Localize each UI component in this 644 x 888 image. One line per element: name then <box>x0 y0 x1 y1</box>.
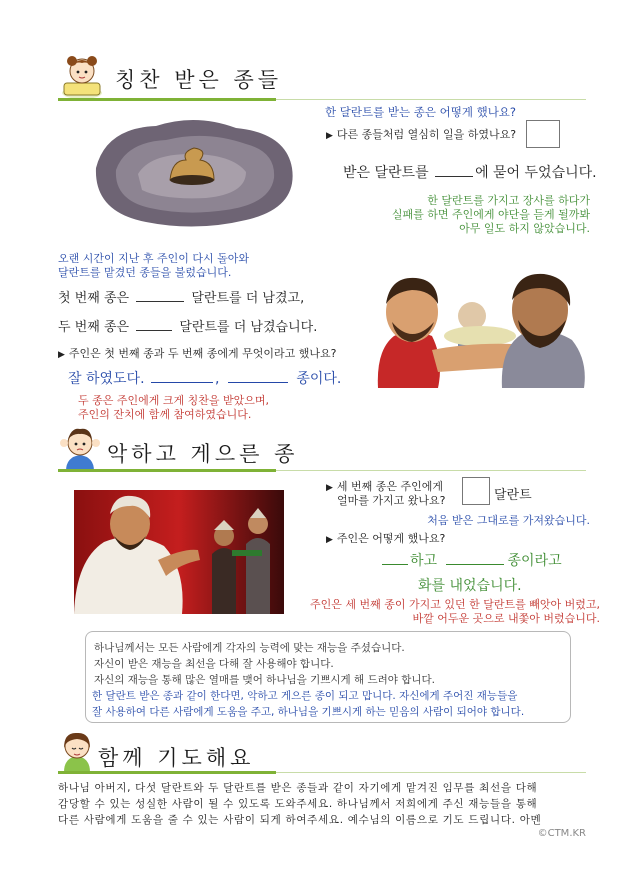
praise-blank-2[interactable] <box>228 382 288 383</box>
fill4-sentence-end: 화를 내었습니다. <box>418 578 522 594</box>
triangle-bullet-icon: ▶ <box>326 483 333 493</box>
ans1-line-1: 한 달란트를 가지고 장사를 하다가 <box>427 194 590 207</box>
line2-blank[interactable] <box>136 330 172 331</box>
triangle-bullet-icon: ▶ <box>58 350 65 360</box>
praise-blank-1[interactable] <box>151 382 213 383</box>
ans1-line-3: 아무 일도 하지 않았습니다. <box>459 222 590 235</box>
triangle-bullet-icon: ▶ <box>326 131 333 141</box>
note-line-1: 하나님께서는 모든 사람에게 각자의 능력에 맞는 재능을 주셨습니다. <box>94 642 405 654</box>
section3-title: 함께 기도해요 <box>98 746 255 770</box>
note-highlight-1: 한 달란트 받은 종과 같이 한다면, 악하고 게으른 종이 되고 맙니다. 자신에게 주어진 재능들을 <box>92 690 518 702</box>
boy-thinking-mascot <box>58 425 102 471</box>
line1-sentence: 첫 번째 종은 달란트를 더 남겼고, <box>58 291 305 306</box>
story-line-1: 오랜 시간이 지난 후 주인이 다시 돌아와 <box>58 252 249 265</box>
fill4-blank-1[interactable] <box>382 564 408 565</box>
fill1-blank[interactable] <box>435 176 473 177</box>
prayer-line-1: 하나님 아버지, 다섯 달란트와 두 달란트를 받은 종들과 같이 자기에게 맡겨진 임무를 최선을 다해 <box>58 782 538 794</box>
q2-question: ▶ 주인은 첫 번째 종과 두 번째 종에게 무엇이라고 했나요? <box>58 347 337 360</box>
angry-master-illustration <box>74 490 284 614</box>
section2-title: 악하고 게으른 종 <box>107 442 299 466</box>
fill1-sentence: 받은 달란트를 에 묻어 두었습니다. <box>343 165 597 181</box>
note-highlight-2: 잘 사용하여 다른 사람에게 도움을 주고, 하나님을 기쁘시게 하는 믿음의 사람이 되어야 합니다. <box>92 706 525 718</box>
q1-header: 한 달란트를 받는 종은 어떻게 했나요? <box>325 105 517 119</box>
section2-underline <box>58 469 276 472</box>
story-line-2: 달란트를 맡겼던 종들을 불렀습니다. <box>58 266 232 279</box>
girl-reading-mascot <box>58 53 108 99</box>
q3-line-1: ▶ 세 번째 종은 주인에게 <box>326 480 444 493</box>
q3-unit: 달란트 <box>494 488 532 503</box>
line2-sentence: 두 번째 종은 달란트를 더 남겼습니다. <box>58 320 318 335</box>
buried-money-bag-illustration <box>86 108 300 234</box>
q1-answer-box[interactable] <box>526 120 560 148</box>
copyright-text: ©CTM.KR <box>537 828 586 839</box>
line1-blank[interactable] <box>136 301 184 302</box>
prayer-line-3: 다른 사람에게 도움을 줄 수 있는 사람이 되게 하여주세요. 예수님의 이름으로 기도 드립니다. 아멘 <box>58 814 542 826</box>
ans4-line-1: 주인은 세 번째 종이 가지고 있던 한 달란트를 빼앗아 버렸고, <box>310 598 600 611</box>
master-and-servant-illustration <box>372 270 590 388</box>
ans2-line-1: 두 종은 주인에게 크게 칭찬을 받았으며, <box>78 394 269 407</box>
q3-line-2: 얼마를 가지고 왔나요? <box>337 494 446 507</box>
note-line-3: 자신의 재능을 통해 많은 열매를 맺어 하나님을 기쁘시게 해 드려야 합니다. <box>94 674 436 686</box>
fill4-sentence: 하고 종이라고 <box>382 550 562 570</box>
q3-answer-box[interactable] <box>462 477 490 505</box>
praise-sentence: 잘 하였도다. , 종이다. <box>68 371 342 387</box>
ans4-line-2: 바깥 어두운 곳으로 내쫓아 버렸습니다. <box>412 612 600 625</box>
ans2-line-2: 주인의 잔치에 함께 참여하였습니다. <box>78 408 252 421</box>
note-line-2: 자신이 받은 재능을 최선을 다해 잘 사용해야 합니다. <box>94 658 334 670</box>
ans1-line-2: 실패를 하면 주인에게 야단을 듣게 될까봐 <box>391 208 590 221</box>
q1-sub-question: ▶ 다른 종들처럼 열심히 일을 하였나요? <box>326 128 517 141</box>
ans3-text: 처음 받은 그대로를 가져왔습니다. <box>427 514 590 527</box>
fill4-blank-2[interactable] <box>446 564 504 565</box>
section1-underline <box>58 98 276 101</box>
prayer-line-2: 감당할 수 있는 성실한 사람이 될 수 있도록 도와주세요. 하나님께서 저희에게 주신 재능들을 통해 <box>58 798 538 810</box>
q4-question: ▶ 주인은 어떻게 했나요? <box>326 532 446 545</box>
section1-title: 칭찬 받은 종들 <box>115 68 283 92</box>
girl-praying-mascot <box>58 730 96 772</box>
section3-underline <box>58 771 276 774</box>
triangle-bullet-icon: ▶ <box>326 535 333 545</box>
